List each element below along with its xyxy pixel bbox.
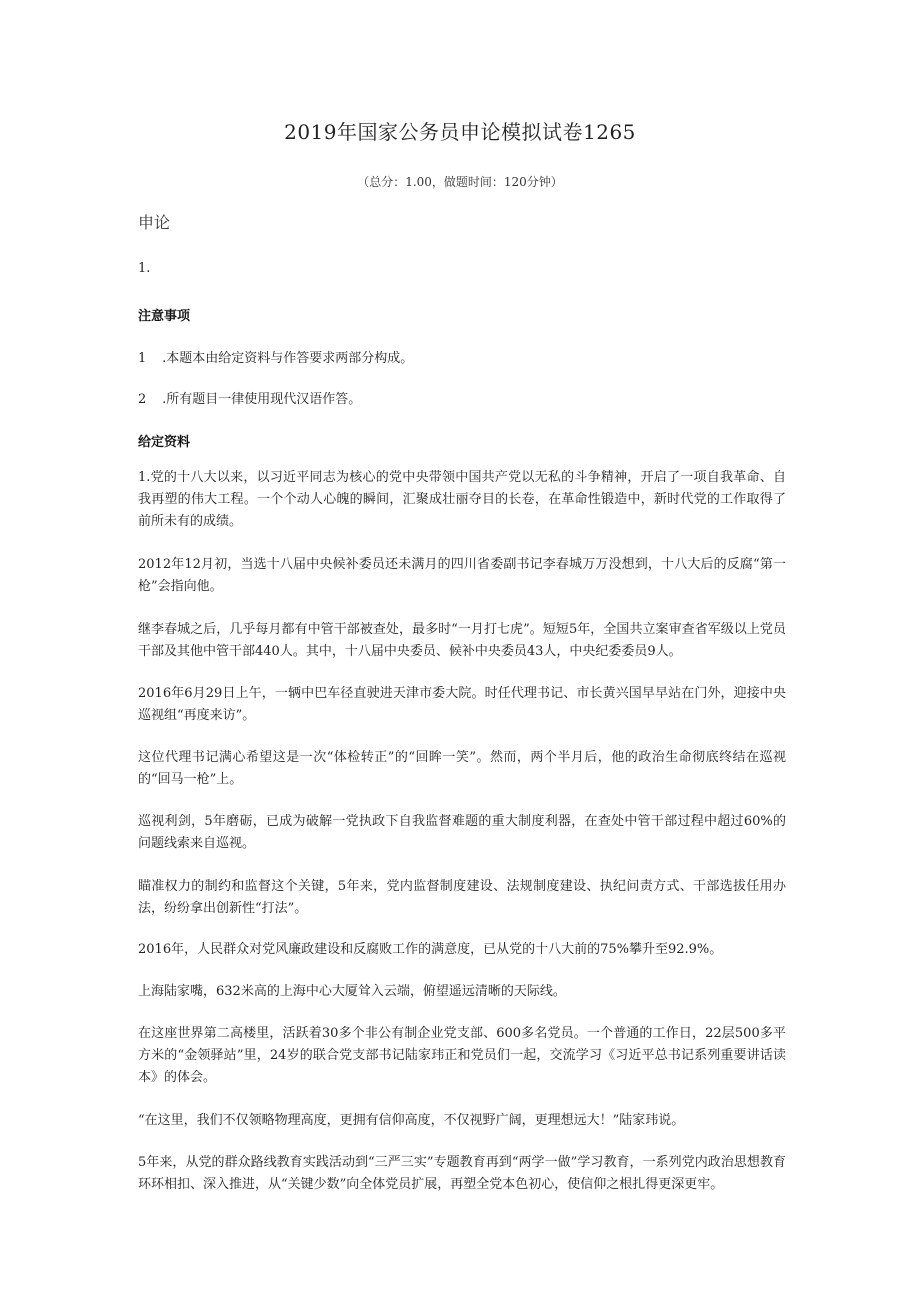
- material-paragraph-8: 2016年，人民群众对党风廉政建设和反腐败工作的满意度，已从党的十八大前的75%攀升至92.9%。: [138, 942, 723, 957]
- material-paragraph-3: 继李春城之后，几乎每月都有中管干部被查处，最多时“一月打七虎”。短短5年，全国共立案审查省军级以上党员干部及其他中管干部440人。其中，十八届中央委员、候补中央委员43人，中央纪委委员9人。: [138, 622, 786, 659]
- material-paragraph-4: 2016年6月29日上午，一辆中巴车径直驶进天津市委大院。时任代理书记、市长黄兴国早早站在门外，迎接中央巡视组“再度来访”。: [138, 686, 786, 723]
- material-paragraph-5: 这位代理书记满心希望这是一次“体检转正”的“回眸一笑”。然而，两个半月后，他的政治生命彻底终结在巡视的“回马一枪”上。: [138, 750, 786, 787]
- notice-item-1: [138, 347, 413, 366]
- material-paragraph-10: 在这座世界第二高楼里，活跃着30多个非公有制企业党支部、600多名党员。一个普通的工作日，22层500多平方米的“金领驿站”里，24岁的联合党支部书记陆家玮正和党员们一起，交流学习《习近平总书记系列重要讲话读本》的体会。: [138, 1026, 786, 1085]
- material-paragraph-7: 瞄准权力的制约和监督这个关键，5年来，党内监督制度建设、法规制度建设、执纪问责方式、干部选拔任用办法，纷纷拿出创新性“打法”。: [138, 879, 786, 916]
- notice-heading: 注意事项: [138, 309, 191, 324]
- material-paragraph-12: 5年来，从党的群众路线教育实践活动到“三严三实”专题教育再到“两学一做”学习教育，一系列党内政治思想教育环环相扣、深入推进，从“关键少数”向全体党员扩展，再塑全党本色初心，使信仰之根扎得更深更牢。: [138, 1155, 786, 1192]
- material-paragraph-6: 巡视利剑，5年磨砺，已成为破解一党执政下自我监督难题的重大制度利器，在查处中管干部过程中超过60%的问题线索来自巡视。: [138, 814, 786, 851]
- material-paragraph-11: “在这里，我们不仅领略物理高度，更拥有信仰高度，不仅视野广阔，更理想远大！”陆家玮说。: [138, 1113, 685, 1128]
- material-paragraph-9: 上海陆家嘴，632米高的上海中心大厦耸入云端，俯望遥远清晰的天际线。: [138, 984, 566, 999]
- document-title: 2019年国家公务员申论模拟试卷1265: [284, 120, 636, 144]
- section-heading: 申论: [138, 213, 171, 232]
- notice-item-2: [138, 388, 361, 407]
- notice-item-number: 1: [138, 351, 147, 366]
- notice-item-text: .本题本由给定资料与作答要求两部分构成。: [162, 351, 414, 366]
- material-paragraph-2: 2012年12月初，当选十八届中央候补委员还未满月的四川省委副书记李春城万万没想到，十八大后的反腐“第一枪”会指向他。: [138, 557, 786, 594]
- materials-heading: 给定资料: [138, 435, 191, 450]
- document-subtitle: （总分：1.00，做题时间：120分钟）: [357, 175, 563, 189]
- notice-item-text: .所有题目一律使用现代汉语作答。: [162, 392, 362, 407]
- question-number: 1.: [138, 261, 151, 276]
- material-paragraph-1: 1.党的十八大以来，以习近平同志为核心的党中央带领中国共产党以无私的斗争精神，开启了一项自我革命、自我再塑的伟大工程。一个个动人心魄的瞬间，汇聚成壮丽夺目的长卷，在革命性锻造中，新时代党的工作取得了前所未有的成绩。: [138, 470, 786, 529]
- notice-item-number: 2: [138, 392, 147, 407]
